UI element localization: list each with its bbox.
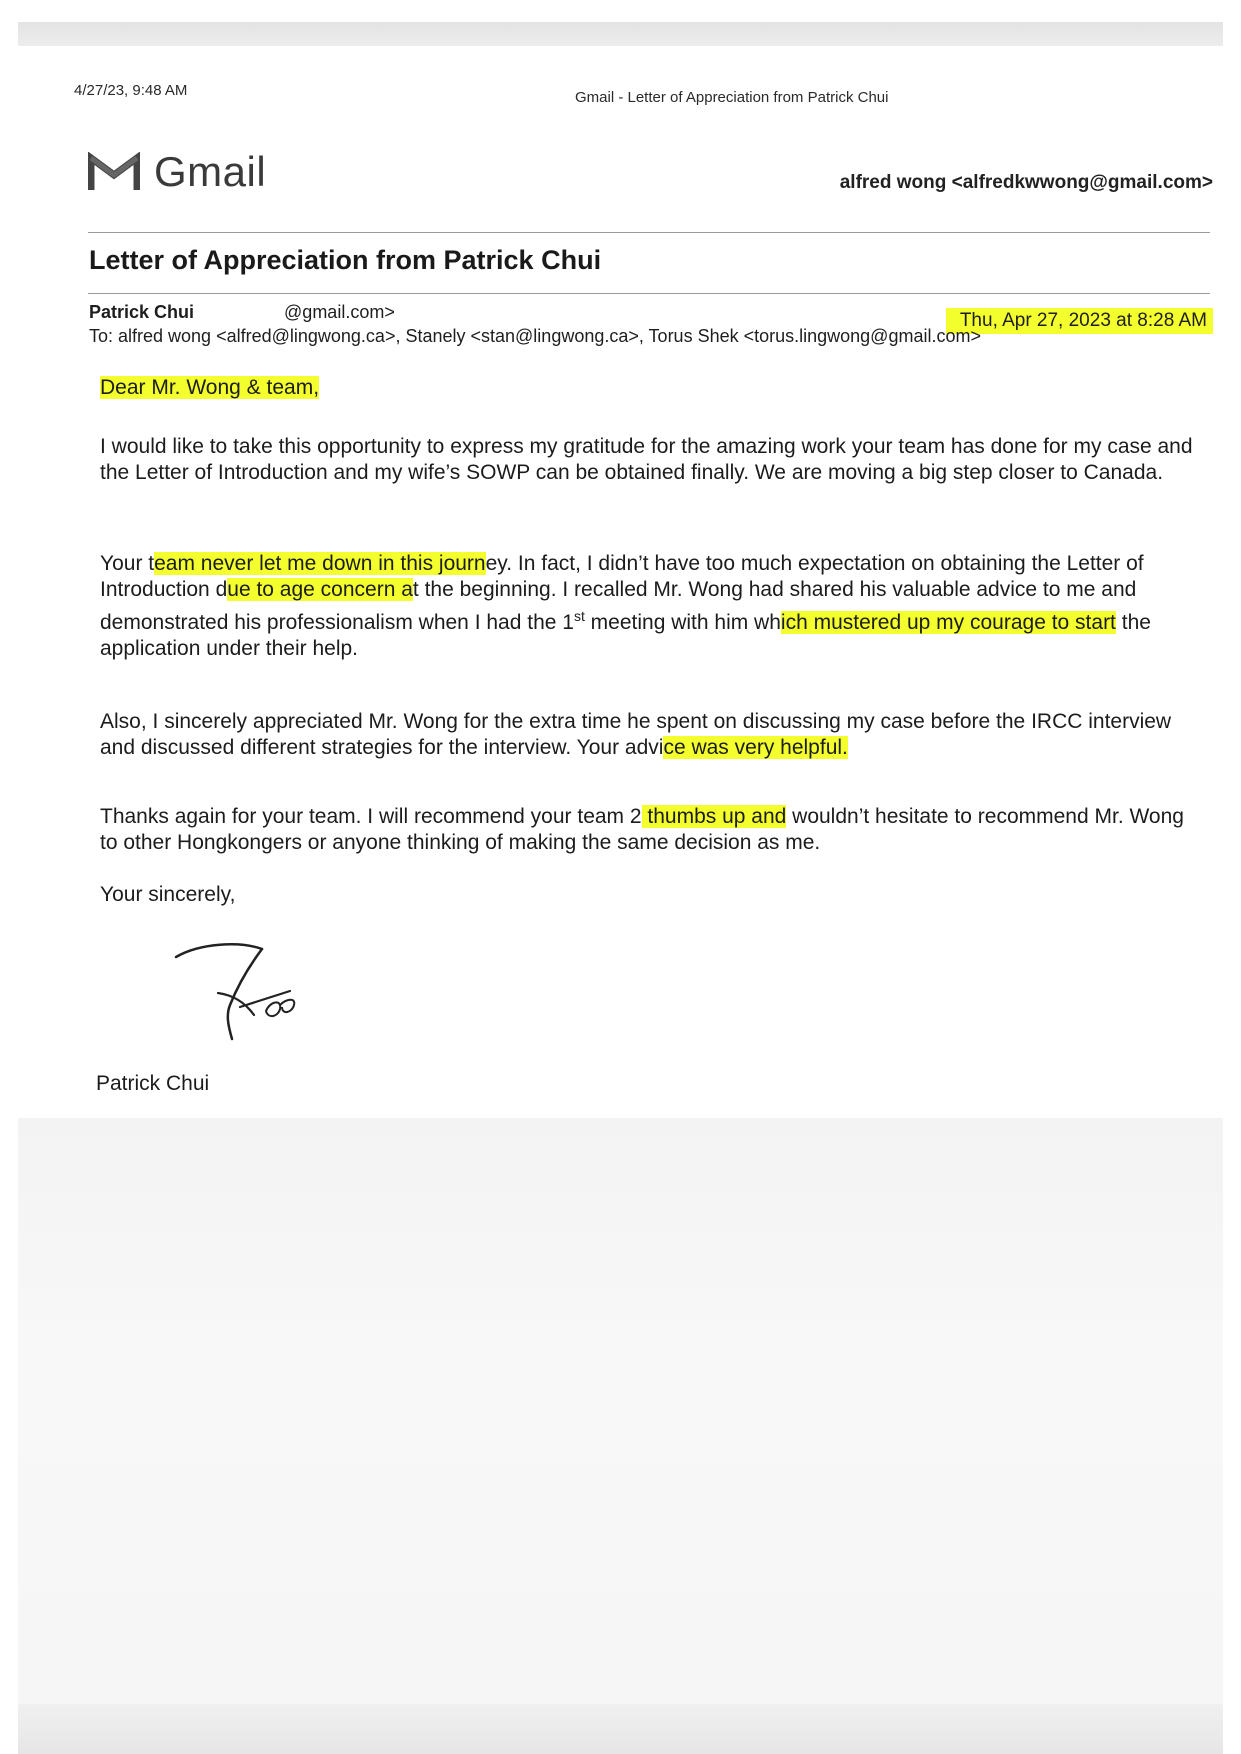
scan-border-bottom bbox=[18, 1704, 1223, 1754]
highlighted-text: ue to age concern a bbox=[227, 578, 413, 601]
scan-border-top bbox=[18, 22, 1223, 46]
highlighted-text: ce was very helpful. bbox=[663, 736, 848, 759]
email-subject: Letter of Appreciation from Patrick Chui bbox=[89, 245, 602, 275]
text-run: Your t bbox=[100, 552, 155, 575]
sender-line bbox=[89, 302, 395, 323]
gmail-logo bbox=[88, 148, 266, 196]
divider bbox=[88, 232, 1210, 233]
highlighted-text: ich mustered up my courage to start bbox=[780, 611, 1116, 634]
divider bbox=[88, 293, 1210, 294]
highlighted-text: Dear Mr. Wong & team, bbox=[100, 376, 320, 399]
account-email: alfred wong <alfredkwwong@gmail.com> bbox=[839, 172, 1213, 193]
text-run: meeting with him wh bbox=[584, 611, 781, 634]
text-run: Also, I sincerely appreciated Mr. Wong for the extra time he spent on discussing my case before the IRCC interview and discussed different strategies for the interview. Your advi bbox=[100, 710, 1172, 759]
signature-name: Patrick Chui bbox=[96, 1072, 210, 1095]
text-run: the application under their help. bbox=[100, 611, 1151, 660]
letter-paragraph-4 bbox=[100, 804, 1200, 856]
letter-paragraph-3 bbox=[100, 709, 1200, 761]
highlighted-text: eam never let me down in this journ bbox=[154, 552, 486, 575]
ordinal-suffix: st bbox=[573, 608, 585, 624]
gmail-wordmark: Gmail bbox=[154, 148, 267, 195]
gmail-m-icon bbox=[88, 152, 140, 192]
handwritten-signature bbox=[170, 935, 340, 1050]
letter-paragraph-2 bbox=[100, 551, 1200, 662]
sender-name: Patrick Chui bbox=[89, 302, 195, 322]
highlighted-text: thumbs up and bbox=[641, 805, 787, 828]
text-run: wouldn’t hesitate to recommend Mr. Wong to other Hongkongers or anyone thinking of making the same decision as me. bbox=[100, 805, 1184, 854]
text-run: t the beginning. I recalled Mr. Wong had shared his valuable advice to me and demonstrated his professionalism when I had the 1 bbox=[100, 578, 1137, 634]
sender-email: @gmail.com> bbox=[284, 302, 395, 322]
text-run: ey. In fact, I didn’t have too much expectation on obtaining the Letter of Introduction d bbox=[100, 552, 1144, 601]
letter-greeting bbox=[100, 375, 1200, 401]
recipients-line: To: alfred wong <alfred@lingwong.ca>, Stanely <stan@lingwong.ca>, Torus Shek <torus.lingwong@gmail.com> bbox=[89, 326, 981, 346]
print-title: Gmail - Letter of Appreciation from Patrick Chui bbox=[575, 89, 889, 106]
letter-paragraph-1: I would like to take this opportunity to express my gratitude for the amazing work your team has done for my case and the Letter of Introduction and my wife’s SOWP can be obtained finally. We are moving a big step closer to Canada. bbox=[100, 435, 1193, 484]
letter-closing: Your sincerely, bbox=[100, 883, 236, 906]
text-run: Thanks again for your team. I will recommend your team 2 bbox=[100, 805, 642, 828]
page-blank-area bbox=[18, 1118, 1223, 1704]
print-timestamp: 4/27/23, 9:48 AM bbox=[74, 82, 188, 99]
email-date: Thu, Apr 27, 2023 at 8:28 AM bbox=[946, 308, 1213, 334]
